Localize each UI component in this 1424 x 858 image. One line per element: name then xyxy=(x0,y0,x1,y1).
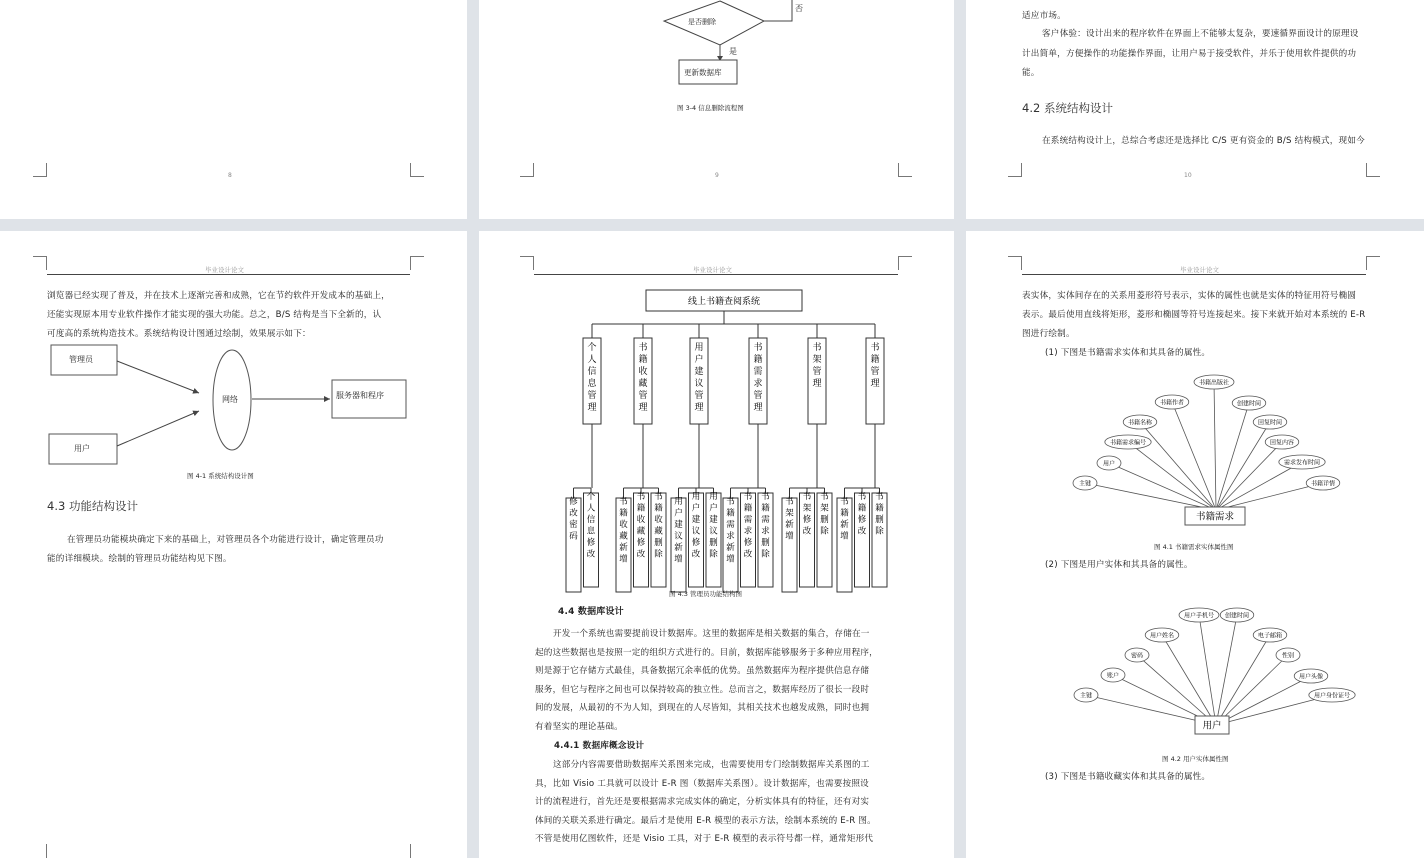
tree-module-label: 书籍需求管理 xyxy=(753,343,763,413)
er-attribute-label: 书籍作者 xyxy=(1159,399,1185,407)
paragraph-line: 能的详细模块。绘制的管理员功能结构见下图。 xyxy=(47,554,232,564)
er-attribute-label: 回复内容 xyxy=(1269,439,1295,447)
flow-update-label: 更新数据库 xyxy=(684,68,722,77)
tree-root-label: 线上书籍查阅系统 xyxy=(687,297,761,307)
tree-leaf-label: 用户建议修改 xyxy=(691,492,701,560)
figure-caption: 图 4-1 系统结构设计图 xyxy=(187,472,254,480)
er-diagram-book-request xyxy=(966,366,1424,526)
figure-caption: 图 4.3 管理员功能结构图 xyxy=(669,590,742,598)
er-entity-label: 用户 xyxy=(1202,720,1222,732)
tree-leaf-label: 书架修改 xyxy=(802,492,812,537)
paragraph-line: 不管是使用亿图软件，还是 Visio 工具，对于 E-R 模型的表示符号都一样，通常矩形代 xyxy=(535,834,874,845)
paragraph-line: 表实体，实体间存在的关系用菱形符号表示，实体的属性也就是实体的特征用符号椭圆 xyxy=(1022,291,1357,301)
figure-caption: 图 4.2 用户实体属性图 xyxy=(1162,755,1229,763)
page-header: 毕业设计论文 xyxy=(205,266,244,274)
page-number: 9 xyxy=(715,172,719,179)
paragraph-line: 还能实现原本用专业软件操作才能实现的强大功能。总之，B/S 结构是当下全新的，认 xyxy=(47,310,382,320)
tree-leaf-label: 书籍收藏删除 xyxy=(654,492,663,560)
document-page-12 xyxy=(479,231,954,858)
tree-leaf-label: 书籍删除 xyxy=(875,492,884,537)
page-number: 8 xyxy=(228,172,232,179)
section-heading: 4.4 数据库设计 xyxy=(558,607,624,617)
tree-module-label: 书籍管理 xyxy=(870,343,880,389)
tree-leaf-label: 书籍需求删除 xyxy=(761,492,770,560)
paragraph-line: 图进行绘制。 xyxy=(1022,329,1075,339)
er-attribute-label: 性别 xyxy=(1281,652,1295,660)
paragraph-line: 开发一个系统也需要提前设计数据库。这里的数据库是相关数据的集合，存储在一 xyxy=(553,629,870,639)
tree-module-label: 书籍收藏管理 xyxy=(638,343,648,413)
er-attribute-label: 书籍出版社 xyxy=(1198,379,1230,387)
paragraph-line: 这部分内容需要借助数据库关系图来完成，也需要使用专门绘制数据库关系图的工 xyxy=(553,760,870,770)
paragraph-line: 则是源于它存储方式最佳，具备数据冗余率低的优势。虽然数据库为程序提供信息存储 xyxy=(535,666,870,677)
er-diagram-user xyxy=(966,599,1424,749)
er-attribute-label: 账户 xyxy=(1106,672,1120,680)
paragraph-line: 间的发展，从最初的不为人知，到现在的人尽皆知，其相关技术也越发成熟，同时也拥 xyxy=(535,703,870,714)
tree-module-label: 书架管理 xyxy=(812,343,822,389)
tree-leaf-label: 用户建议删除 xyxy=(709,492,718,560)
paragraph-line: 计出简单，方便操作的功能操作界面，让用户易于接受软件，并乐于使用软件提供的功 xyxy=(1022,49,1357,59)
tree-leaf-label: 书籍需求新增 xyxy=(726,497,735,565)
er-attribute-label: 需求发布时间 xyxy=(1283,459,1321,467)
tree-leaf-label: 个人信息修改 xyxy=(586,492,596,560)
er-attribute-label: 用户姓名 xyxy=(1149,632,1175,640)
tree-leaf-label: 书籍修改 xyxy=(857,492,867,537)
tree-leaf-label: 书籍收藏新增 xyxy=(619,497,628,565)
function-structure-diagram xyxy=(479,281,954,611)
paragraph-line: 起的这些数据也是按照一定的组织方式进行的。目前，数据库能够服务于多种应用程序， xyxy=(535,647,878,658)
document-page-10 xyxy=(966,0,1424,219)
document-page-8 xyxy=(0,0,467,219)
paragraph-line: 体间的关联关系进行确定。最后才是使用 E-R 模型的表示方法，绘制本系统的 E-R 图。 xyxy=(535,815,876,826)
er-attribute-label: 主键 xyxy=(1078,480,1092,488)
er-attribute-label: 密码 xyxy=(1130,652,1144,660)
tree-leaf-label: 书架新增 xyxy=(785,497,794,542)
er-attribute-label: 创建时间 xyxy=(1224,612,1250,620)
paragraph-line: 具，比如 Visio 工具就可以设计 E-R 图（数据库关系图）。设计数据库，也需要按照设 xyxy=(535,778,869,789)
flow-no-label: 否 xyxy=(795,4,803,13)
tree-module-label: 个人信息管理 xyxy=(587,343,597,413)
er-attribute-label: 书籍名称 xyxy=(1127,419,1153,427)
paragraph-line: 计的流程进行，首先还是要根据需求完成实体的确定，分析实体具有的特征，还有对实 xyxy=(535,797,870,808)
paragraph-line: 在管理员功能模块确定下来的基础上，对管理员各个功能进行设计，确定管理员功 xyxy=(67,535,384,545)
document-page-9 xyxy=(479,0,954,219)
tree-leaf-label: 用户建议新增 xyxy=(674,497,683,565)
flow-yes-label: 是 xyxy=(729,47,737,56)
figure-caption: 图 3-4 信息删除流程图 xyxy=(677,104,744,112)
diagram-node-admin: 管理员 xyxy=(69,355,93,364)
er-attribute-label: 用户 xyxy=(1102,460,1116,468)
diagram-node-user: 用户 xyxy=(74,444,90,453)
paragraph-line: 服务，但它与程序之间也可以保持较高的独立性。总而言之，数据库经历了很长一段时 xyxy=(535,684,870,695)
list-item: (3) 下图是书籍收藏实体和其具备的属性。 xyxy=(1045,772,1211,782)
er-attribute-label: 电子邮箱 xyxy=(1257,632,1283,640)
page-header: 毕业设计论文 xyxy=(693,266,732,274)
document-page-13 xyxy=(966,231,1424,858)
paragraph-line: 在系统结构设计上，总综合考虑还是选择比 C/S 更有资金的 B/S 结构模式，现如今 xyxy=(1042,136,1365,146)
er-attribute-label: 主键 xyxy=(1079,692,1093,700)
section-heading: 4.2 系统结构设计 xyxy=(1022,101,1113,115)
paragraph-line: 可度高的系统构造技术。系统结构设计图通过绘制，效果展示如下： xyxy=(47,329,311,339)
tree-leaf-label: 书架删除 xyxy=(820,492,829,537)
er-attribute-label: 用户身份证号 xyxy=(1313,692,1351,700)
er-attribute-label: 书籍详情 xyxy=(1310,480,1336,488)
diagram-node-network: 网络 xyxy=(222,395,238,404)
paragraph-line: 客户体验：设计出来的程序软件在界面上不能够太复杂，要速循界面设计的原理设 xyxy=(1042,29,1359,39)
tree-leaf-label: 书籍需求修改 xyxy=(743,492,753,560)
tree-leaf-label: 书籍新增 xyxy=(840,497,849,542)
tree-module-label: 用户建议管理 xyxy=(694,343,704,413)
figure-caption: 图 4.1 书籍需求实体属性图 xyxy=(1154,543,1234,551)
list-item: (2) 下图是用户实体和其具备的属性。 xyxy=(1045,560,1193,570)
flow-decision-label: 是否删除 xyxy=(688,18,716,26)
paragraph-line: 浏览器已经实现了普及，并在技术上逐渐完善和成熟，它在节约软件开发成本的基础上， xyxy=(47,291,390,301)
er-attribute-label: 用户手机号 xyxy=(1183,612,1215,620)
er-entity-label: 书籍需求 xyxy=(1195,511,1235,523)
list-item: (1) 下图是书籍需求实体和其具备的属性。 xyxy=(1045,348,1211,358)
er-attribute-label: 回复时间 xyxy=(1257,419,1283,427)
page-header: 毕业设计论文 xyxy=(1180,266,1219,274)
er-attribute-label: 书籍需求编号 xyxy=(1109,439,1147,447)
paragraph-line: 有着坚实的理论基础。 xyxy=(535,722,623,732)
tree-leaf-label: 修改密码 xyxy=(569,497,578,542)
er-attribute-label: 创建时间 xyxy=(1236,400,1262,408)
er-attribute-label: 用户头像 xyxy=(1298,673,1324,681)
paragraph-line: 表示。最后使用直线将矩形，菱形和椭圆等符号连接起来。接下来就开始对本系统的 E-R xyxy=(1022,310,1366,320)
document-page-11 xyxy=(0,231,467,858)
diagram-node-server: 服务器和程序 xyxy=(336,391,384,400)
page-number: 10 xyxy=(1184,172,1192,179)
section-heading: 4.3 功能结构设计 xyxy=(47,499,138,513)
paragraph-line: 适应市场。 xyxy=(1022,11,1066,21)
subsection-heading: 4.4.1 数据库概念设计 xyxy=(554,741,645,751)
paragraph-line: 能。 xyxy=(1022,68,1040,78)
tree-leaf-label: 书籍收藏修改 xyxy=(636,492,646,560)
